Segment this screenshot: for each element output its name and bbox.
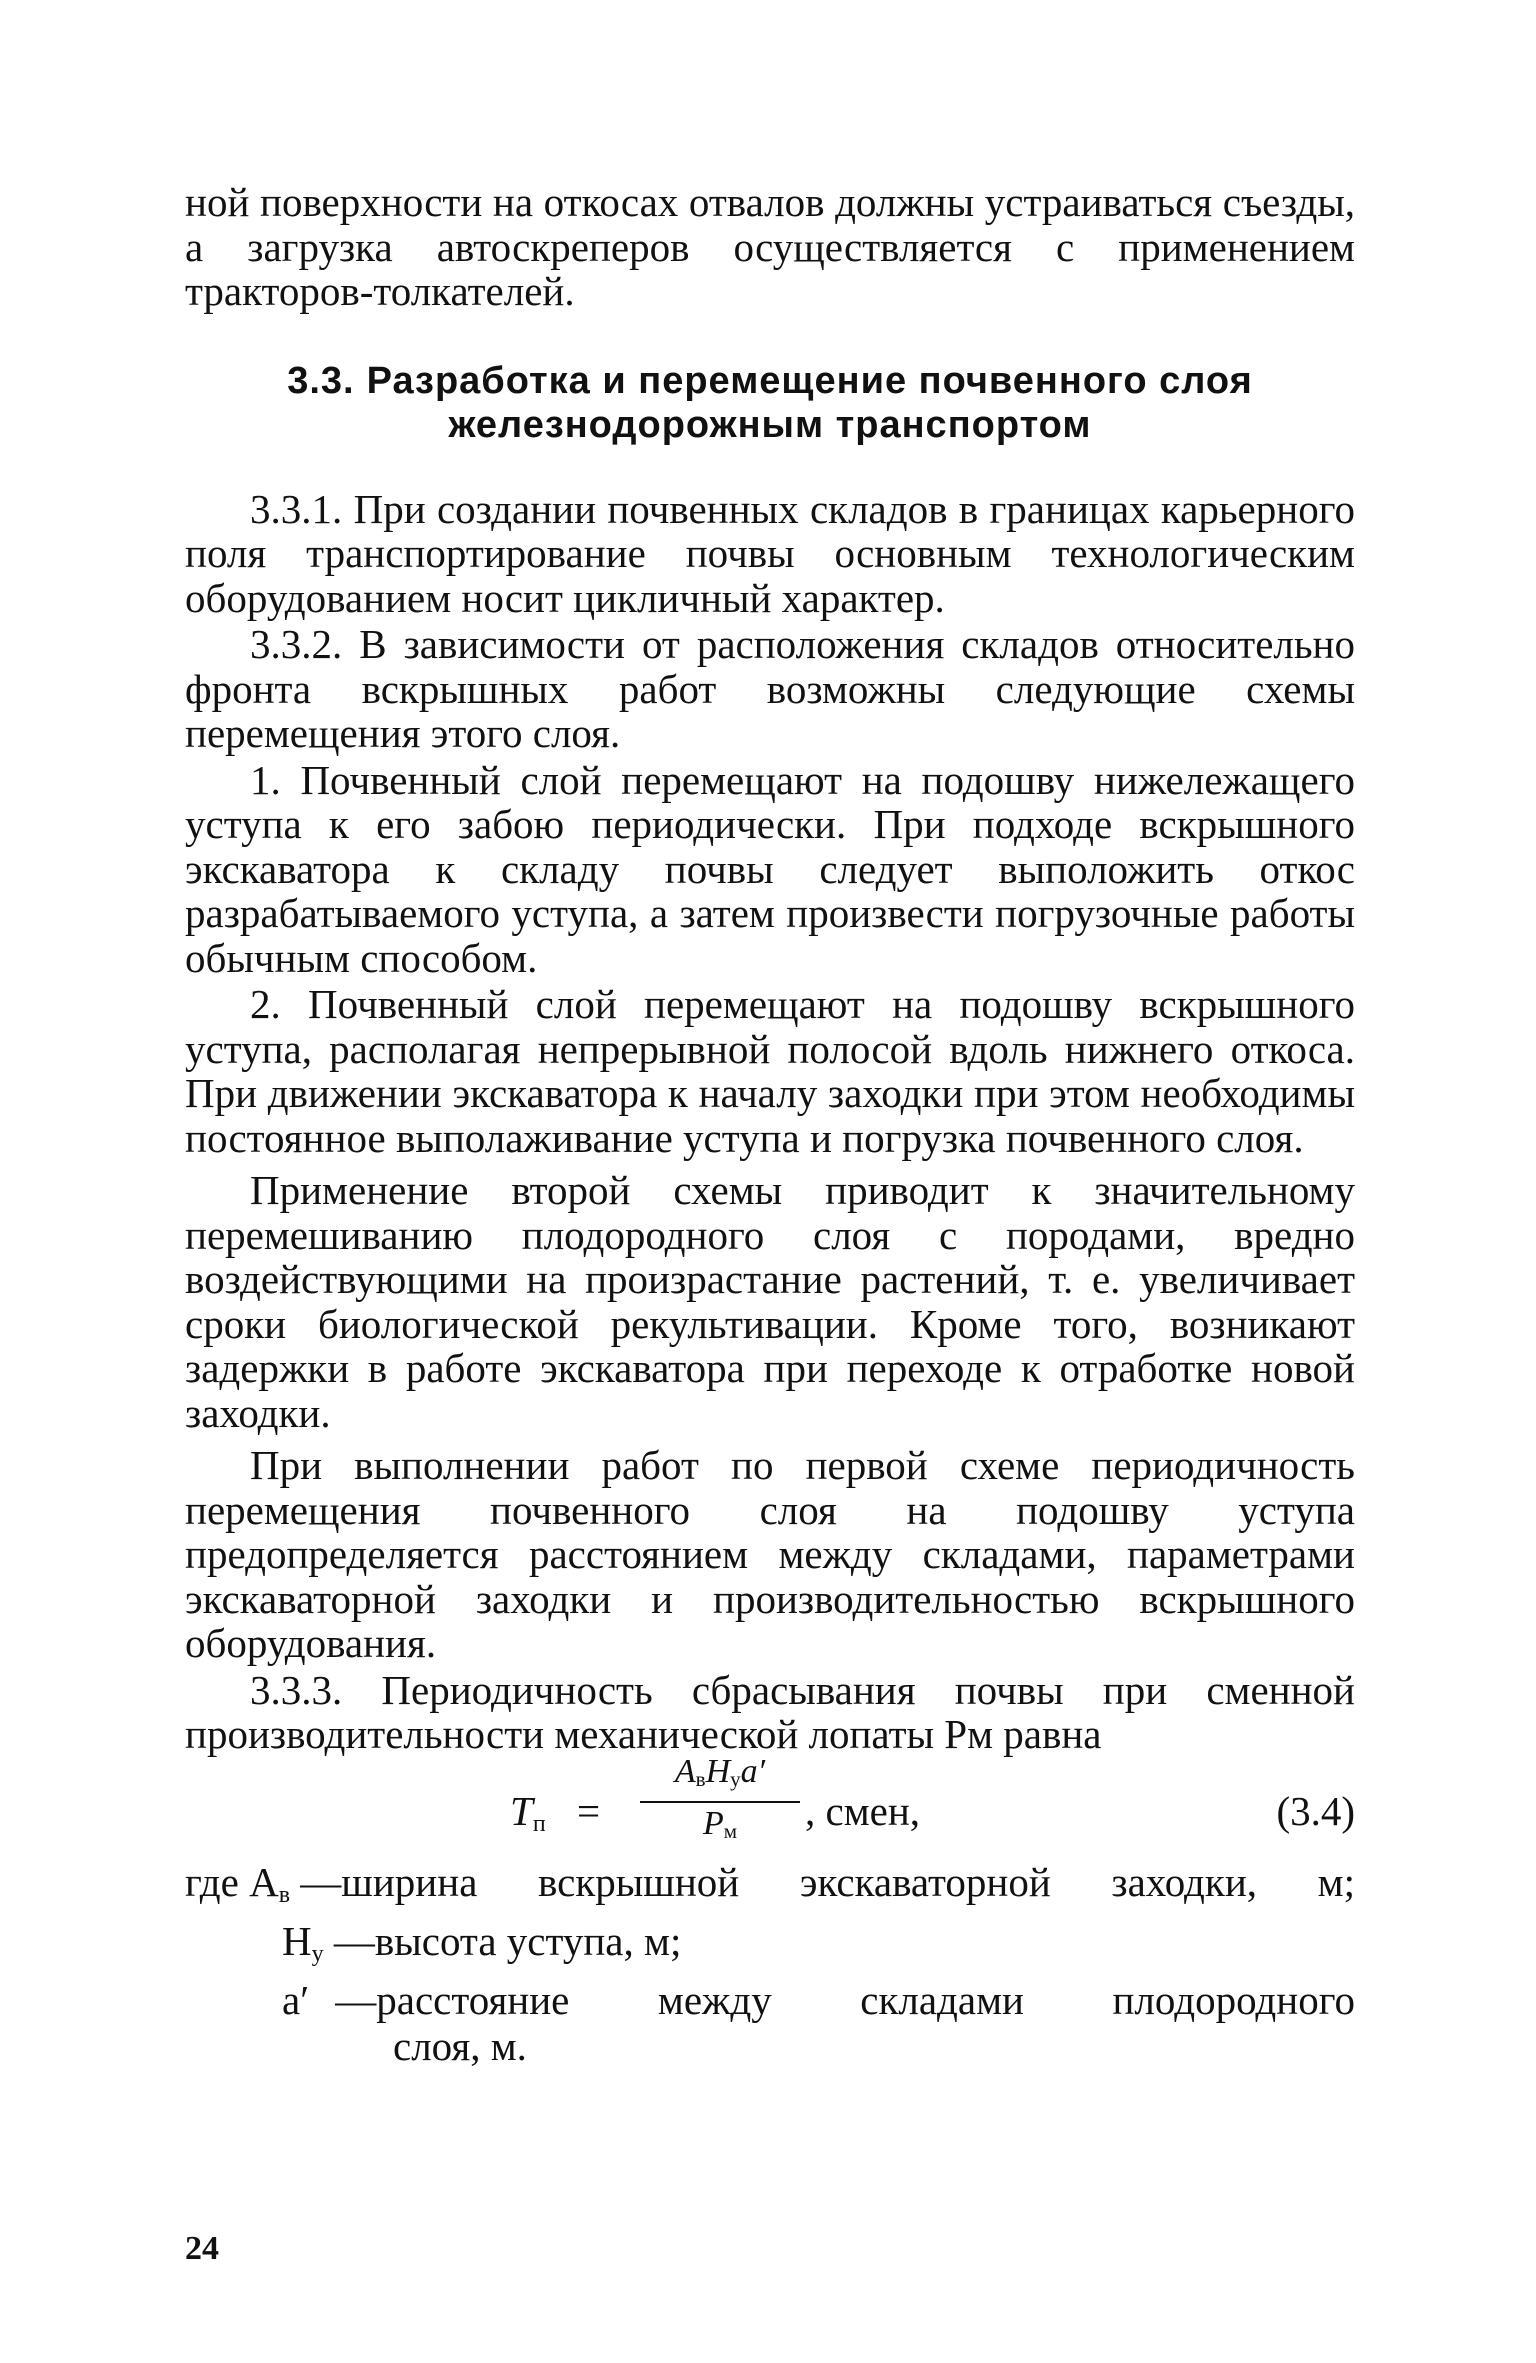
equation-number: (3.4) [1276,1787,1355,1834]
paragraph-scheme-1: 1. Почвенный слой перемещают на подошву нижележащего уступа к его забою периодически. При подходе вскрышного экскаватора к складу почвы следует выположить откос разрабатываемого уступа, а затем произвести погрузочные работы обычным способом. [185,756,1355,981]
definition-text: расстояние между складами плодородного [376,1976,1355,2023]
definition-text: ширина вскрышной экскаваторной заходки, м; [341,1858,1355,1905]
formula-lhs: $T_п$ [510,1787,546,1837]
fraction-bar [640,1801,800,1803]
formula-equals: = [577,1787,601,1834]
definitions-intro: где [185,1858,250,1905]
formula-unit: , смен, [805,1787,921,1834]
definition-row: $H_у$ — высота уступа, м; [185,1918,1355,1977]
paragraph-3-3-3: 3.3.3. Периодичность сбрасывания почвы при сменной производительности механической лопаты Pм равна [185,1666,1355,1757]
definition-row: a′ — расстояние между складами плодородного [282,1976,1355,2023]
formula-numerator: $A_вH_уa'$ [674,1752,766,1791]
variable-definitions [185,1859,1355,2069]
paragraph-3-3-2: 3.3.2. В зависимости от расположения складов относительно фронта вскрышных работ возможны следующие схемы перемещения этого слоя. [185,621,1355,756]
page-number: 24 [185,2230,219,2267]
paragraph-continuation: ной поверхности на откосах отвалов должны устраиваться съезды, а загрузка автоскреперов осуществляется с применением тракторов-толкателей. [185,179,1355,314]
formula-3-4 [185,1752,1355,1859]
paragraph-first-scheme-periodicity: При выполнении работ по первой схеме периодичность перемещения почвенного слоя на подошву уступа предопределяется расстоянием между складами, параметрами экскаваторной заходки и производительностью вскрышного оборудования. [185,1442,1355,1666]
definition-symbol: $A_в$ [249,1858,291,1908]
paragraph-3-3-1: 3.3.1. При создании почвенных складов в границах карьерного поля транспортирование почвы основным технологическим оборудованием носит цикличный характер. [185,485,1355,621]
section-heading [185,359,1355,447]
section-number: 3.3. [287,359,355,402]
paragraph-second-scheme-effect: Применение второй схемы приводит к значительному перемешиванию плодородного слоя с породами, вредно воздействующими на произрастание растений, т. е. увеличивает сроки биологической рекультивации. Кроме того, возникают задержки в работе экскаватора при переходе к отработке новой заходки. [185,1167,1355,1436]
formula-denominator: $P_м$ [702,1804,738,1843]
definition-symbol: a′ [282,1976,310,2023]
page-body [185,180,1355,2069]
definition-text: высота уступа, м; [374,1917,682,1964]
section-title: Разработка и перемещение почвенного слоя железнодорожным транспортом [366,359,1253,446]
paragraph-scheme-2: 2. Почвенный слой перемещают на подошву вскрышного уступа, располагая непрерывной полосой вдоль нижнего откоса. При движении экскаватора к началу заходки при этом необходимы постоянное выполаживание уступа и погрузка почвенного слоя. [185,981,1355,1161]
definition-symbol: $H_у$ [282,1917,324,1967]
definition-continuation: слоя, м. [393,2022,527,2069]
definition-row: где $A_в$ — ширина вскрышной экскаваторной заходки, м; [185,1859,1355,1918]
